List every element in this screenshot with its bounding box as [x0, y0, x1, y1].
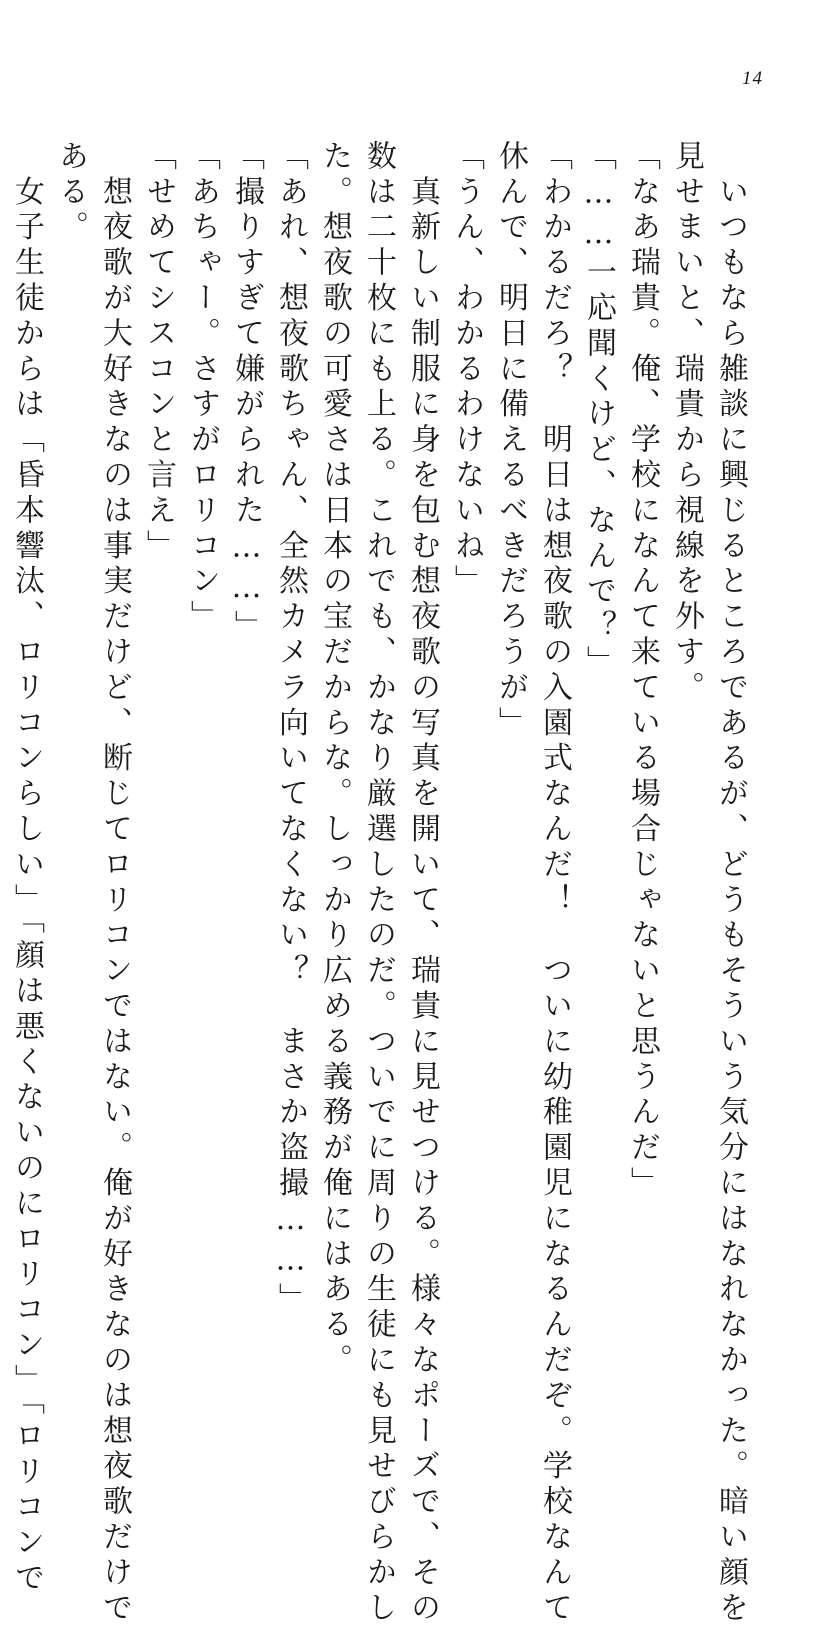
text-column: 真新しい制服に身を包む想夜歌の写真を開いて、瑞貴に見せつける。様々なポーズで、その	[405, 140, 440, 1627]
text-column: 数は二十枚にも上る。これでも、かなり厳選したのだ。ついでに周りの生徒にも見せびらかし	[361, 140, 396, 1627]
text-column: 「撮りすぎて嫌がられた……」	[229, 140, 264, 646]
text-column: 「なあ瑞貴。俺、学校になんて来ている場合じゃないと思うんだ」	[625, 140, 660, 1202]
text-column: 休んで、明日に備えるべきだろうが」	[493, 140, 528, 742]
text-column: 「あちゃー。さすがロリコン」	[185, 140, 220, 636]
text-column: 見せまいと、瑞貴から視線を外す。	[669, 140, 704, 707]
text-column: 「わかるだろ？ 明日は想夜歌の入園式なんだ！ ついに幼稚園児になるんだぞ。学校なんて	[537, 140, 572, 1627]
text-column: 「……一応聞くけど、なんで？」	[581, 140, 616, 681]
text-column: いつもなら雑談に興じるところであるが、どうもそういう気分にはなれなかった。暗い顔を	[713, 140, 748, 1627]
text-column: 女子生徒からは「昏本響汰、ロリコンらしい」「顔は悪くないのにロリコン」「ロリコンで	[9, 140, 44, 1597]
text-column: 想夜歌が大好きなのは事実だけど、断じてロリコンではない。俺が好きなのは想夜歌だけで	[97, 140, 132, 1627]
text-column: 「うん、わかるわけないね」	[449, 140, 484, 601]
text-column: た。想夜歌の可愛さは日本の宝だからな。しっかり広める義務が俺にはある。	[317, 140, 352, 1379]
text-column: 「せめてシスコンと言え」	[141, 140, 176, 565]
text-column: 「あれ、想夜歌ちゃん、全然カメラ向いてなくない？ まさか盗撮……」	[273, 140, 308, 1319]
text-column: ある。	[53, 140, 88, 247]
page-number: 14	[742, 68, 763, 89]
